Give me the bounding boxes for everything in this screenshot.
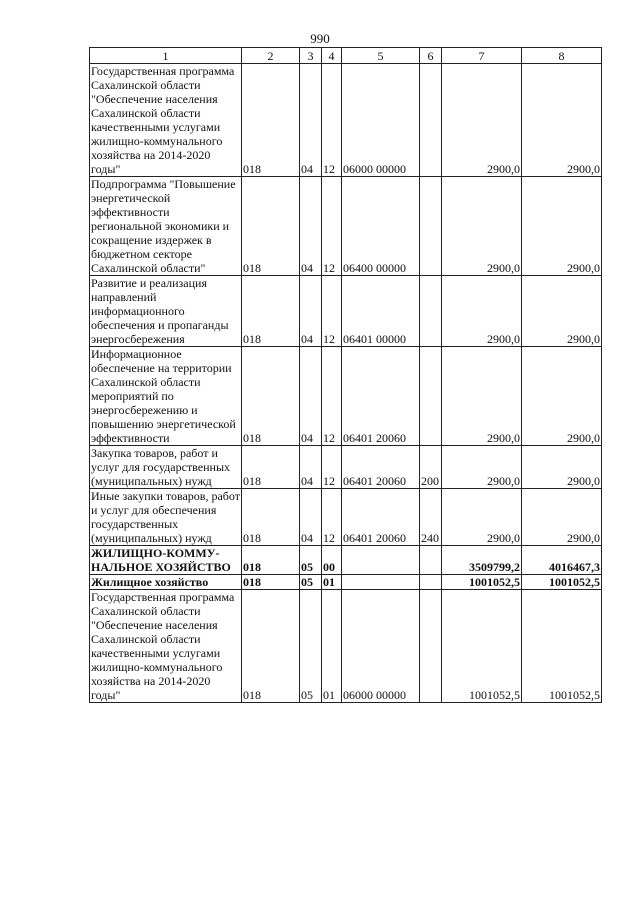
row-name: Закупка товаров, работ и услуг для государственных (муниципальных) нужд: [90, 446, 242, 489]
section-code: 04: [300, 446, 322, 489]
target-article-code: [342, 575, 420, 590]
table-row: [90, 546, 602, 575]
target-article-code: 06000 00000: [342, 590, 420, 703]
column-header: 3: [300, 48, 322, 64]
subsection-code: 12: [322, 64, 342, 177]
amount-year-1: 1001052,5: [442, 575, 522, 590]
expense-type-code: [420, 177, 442, 276]
target-article-code: 06000 00000: [342, 64, 420, 177]
ministry-code: 018: [242, 177, 300, 276]
target-article-code: [342, 546, 420, 575]
column-header: 2: [242, 48, 300, 64]
amount-year-2: 2900,0: [522, 177, 602, 276]
ministry-code: 018: [242, 489, 300, 546]
subsection-code: 12: [322, 489, 342, 546]
subsection-code: 01: [322, 575, 342, 590]
table-body: [90, 64, 602, 703]
table-row: [90, 575, 602, 590]
table-row: [90, 590, 602, 703]
row-name: Развитие и реализация направлений информационного обеспечения и пропаганды энергосбережения: [90, 276, 242, 347]
expense-type-code: [420, 575, 442, 590]
expense-type-code: [420, 347, 442, 446]
target-article-code: 06401 20060: [342, 347, 420, 446]
section-code: 05: [300, 575, 322, 590]
row-name: Подпрограмма "Повышение энергетической эффективности региональной экономики и сокращение издержек в бюджетном секторе Сахалинской области": [90, 177, 242, 276]
row-name: Государственная программа Сахалинской области "Обеспечение населения Сахалинской области качественными услугами жилищно-коммунального хозяйства на 2014-2020 годы": [90, 64, 242, 177]
expense-type-code: [420, 546, 442, 575]
amount-year-2: 2900,0: [522, 446, 602, 489]
expense-type-code: [420, 276, 442, 347]
amount-year-2: 2900,0: [522, 347, 602, 446]
amount-year-2: 2900,0: [522, 64, 602, 177]
amount-year-1: 2900,0: [442, 64, 522, 177]
amount-year-1: 2900,0: [442, 347, 522, 446]
row-name: Жилищное хозяйство: [90, 575, 242, 590]
section-code: 04: [300, 347, 322, 446]
ministry-code: 018: [242, 575, 300, 590]
column-header: 4: [322, 48, 342, 64]
expense-type-code: [420, 64, 442, 177]
amount-year-2: 2900,0: [522, 489, 602, 546]
subsection-code: 12: [322, 446, 342, 489]
subsection-code: 01: [322, 590, 342, 703]
table-row: [90, 446, 602, 489]
table-row: [90, 347, 602, 446]
target-article-code: 06401 00000: [342, 276, 420, 347]
row-name: Государственная программа Сахалинской области "Обеспечение населения Сахалинской области качественными услугами жилищно-коммунального хозяйства на 2014-2020 годы": [90, 590, 242, 703]
table-row: [90, 276, 602, 347]
amount-year-1: 2900,0: [442, 177, 522, 276]
table-row: [90, 489, 602, 546]
column-header: 5: [342, 48, 420, 64]
ministry-code: 018: [242, 347, 300, 446]
expense-type-code: 240: [420, 489, 442, 546]
expense-type-code: [420, 590, 442, 703]
expense-type-code: 200: [420, 446, 442, 489]
ministry-code: 018: [242, 590, 300, 703]
ministry-code: 018: [242, 446, 300, 489]
row-name: ЖИЛИЩНО-КОММУ-НАЛЬНОЕ ХОЗЯЙСТВО: [90, 546, 242, 575]
section-code: 04: [300, 489, 322, 546]
amount-year-1: 1001052,5: [442, 590, 522, 703]
target-article-code: 06401 20060: [342, 489, 420, 546]
page-number: 990: [310, 31, 330, 46]
row-name: Информационное обеспечение на территории Сахалинской области мероприятий по энергосбережению и повышению энергетической эффективности: [90, 347, 242, 446]
amount-year-2: 1001052,5: [522, 590, 602, 703]
subsection-code: 12: [322, 276, 342, 347]
section-code: 05: [300, 546, 322, 575]
section-code: 05: [300, 590, 322, 703]
budget-table: [89, 47, 602, 703]
column-header: 7: [442, 48, 522, 64]
target-article-code: 06400 00000: [342, 177, 420, 276]
amount-year-1: 2900,0: [442, 446, 522, 489]
row-name: Иные закупки товаров, работ и услуг для обеспечения государственных (муниципальных) нужд: [91, 489, 240, 545]
subsection-code: 00: [322, 546, 342, 575]
target-article-code: 06401 20060: [342, 446, 420, 489]
column-header: 1: [90, 48, 242, 64]
amount-year-1: 2900,0: [442, 276, 522, 347]
amount-year-1: 2900,0: [442, 489, 522, 546]
ministry-code: 018: [242, 276, 300, 347]
section-code: 04: [300, 276, 322, 347]
ministry-code: 018: [242, 546, 300, 575]
amount-year-2: 1001052,5: [522, 575, 602, 590]
column-header: 6: [420, 48, 442, 64]
column-header-row: [90, 48, 602, 64]
amount-year-1: 3509799,2: [442, 546, 522, 575]
section-code: 04: [300, 177, 322, 276]
subsection-code: 12: [322, 177, 342, 276]
subsection-code: 12: [322, 347, 342, 446]
ministry-code: 018: [242, 64, 300, 177]
amount-year-2: 2900,0: [522, 276, 602, 347]
table-row: [90, 177, 602, 276]
table-row: [90, 64, 602, 177]
amount-year-2: 4016467,3: [522, 546, 602, 575]
column-header: 8: [522, 48, 602, 64]
section-code: 04: [300, 64, 322, 177]
